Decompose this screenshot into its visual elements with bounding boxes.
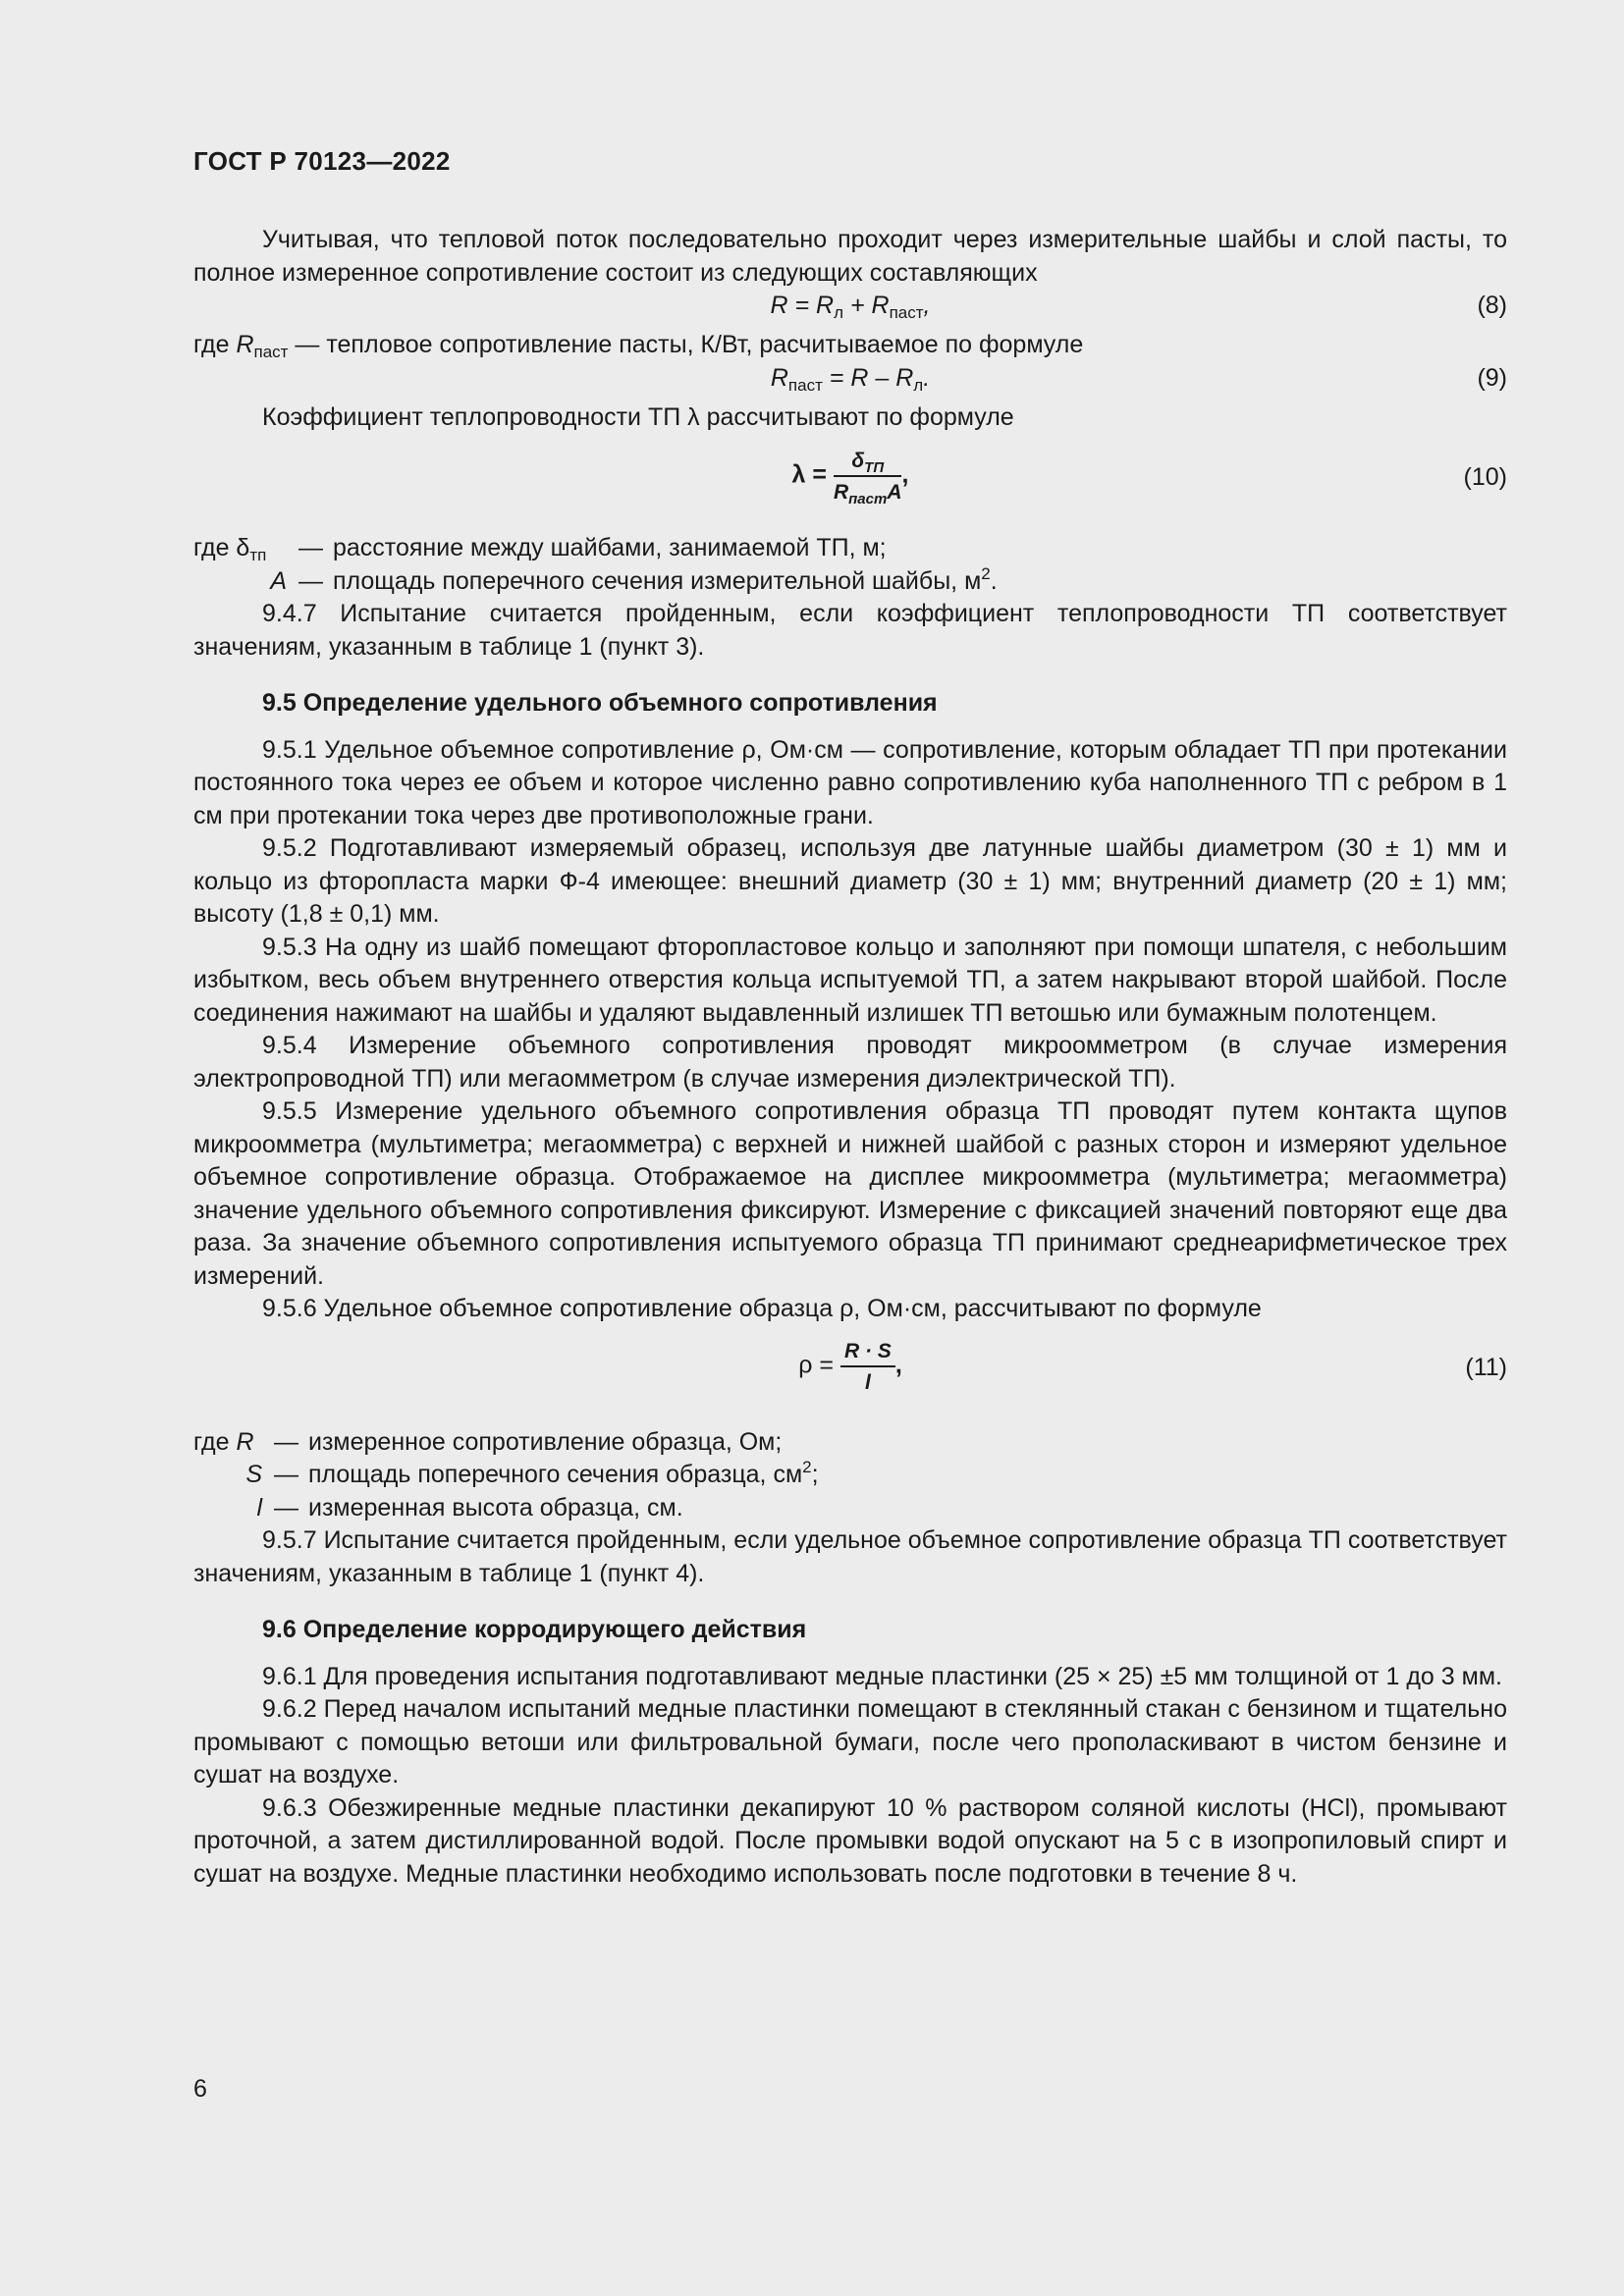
equation-11-fraction: $\frac{R \cdot S}{l}$ (840, 1336, 895, 1397)
coefficient-paragraph: Коэффициент теплопроводности ТП λ рассчитывают по формуле (262, 402, 1014, 431)
equation-8-number: (8) (1477, 292, 1507, 319)
paragraph-9-6-1: 9.6.1 Для проведения испытания подготавливают медные пластинки (25 × 25) ±5 мм толщиной от 1 до 3 мм. (262, 1662, 1502, 1690)
section-heading-9-6: 9.6 Определение корродирующего действия (262, 1616, 807, 1643)
equation-10-fraction: $\frac{\delta_{ТП}}{R_{паст}A}$ (834, 446, 902, 507)
paragraph-9-5-5: 9.5.5 Измерение удельного объемного сопротивления образца ТП проводят путем контакта щупов микроомметра (мультиметра; мегаомметра) с верхней и нижней шайбой с разных сторон и измеряют удельное объемное сопротивление образца. Отображаемое на дисплее микроомметра (мультиметра; мегаомметра) значение удельного объемного сопротивления фиксируют. Измерение с фиксацией значений повторяют еще два раза. За значение объемного сопротивления испытуемого образца ТП принимают среднеарифметическое трех измерений. (193, 1097, 1507, 1290)
definition-text: расстояние между шайбами, занимаемой ТП, м; (333, 534, 887, 561)
paragraph-9-5-2: 9.5.2 Подготавливают измеряемый образец, используя две латунные шайбы диаметром (30 ± 1) мм и кольцо из фторопласта марки Ф-4 имеющее: внешний диаметр (30 ± 1) мм; внутренний диаметр (20 ± 1) мм; высоту (1,8 ± 0,1) мм. (193, 834, 1507, 928)
equation-10 (193, 446, 1507, 514)
paragraph-9-5-4: 9.5.4 Измерение объемного сопротивления проводят микроомметром (в случае измерения электропроводной ТП) или мегаомметром (в случае измерения диэлектрической ТП). (193, 1032, 1507, 1093)
page-content (193, 224, 1507, 1891)
definition-item: S — площадь поперечного сечения образца, $см^2$; (245, 1458, 819, 1488)
equation-11-number: (11) (1465, 1353, 1507, 1381)
paragraph-9-6-2: 9.6.2 Перед началом испытаний медные пластинки помещают в стеклянный стакан с бензином и тщательно промывают с помощью ветоши или фильтровальной бумаги, после чего прополаскивают в чистом бензине и сушат на воздухе. (193, 1695, 1507, 1789)
paragraph-9-5-3: 9.5.3 На одну из шайб помещают фторопластовое кольцо и заполняют при помощи шпателя, с небольшим избытком, весь объем внутреннего отверстия кольца испытуемой ТП, а затем накрывают второй шайбой. После соединения нажимают на шайбы и удаляют выдавленный излишек ТП ветошью или бумажным полотенцем. (193, 933, 1507, 1027)
equation-11 (193, 1336, 1507, 1405)
intro-paragraph: Учитывая, что тепловой поток последовательно проходит через измерительные шайбы и слой пасты, то полное измеренное сопротивление состоит из следующих составляющих (193, 226, 1507, 287)
equation-11-formula: ρ = $\frac{R \cdot S}{l}$ , (193, 1336, 1507, 1397)
equation-9-formula: $R_{паст} = R - R_л$. (770, 363, 931, 395)
where-r-past-text: — тепловое сопротивление пасты, К/Вт, расчитываемое по формуле (295, 331, 1084, 358)
definition-item: l — измеренная высота образца, см. (193, 1492, 1507, 1525)
definition-text: измеренная высота образца, см. (308, 1493, 683, 1522)
definition-text: площадь поперечного сечения образца, см (308, 1461, 803, 1488)
equation-8-formula: $R = R_л + R_{паст}$, (770, 292, 931, 322)
definition-text: площадь поперечного сечения измерительной шайбы, м (333, 566, 982, 595)
paragraph-9-5-7: 9.5.7 Испытание считается пройденным, если удельное объемное сопротивление образца ТП соответствует значениям, указанным в таблице 1 (пункт 4). (193, 1526, 1507, 1587)
document-header: ГОСТ Р 70123—2022 (193, 146, 451, 176)
definition-item: где $\delta_{тп}$ — расстояние между шайбами, занимаемой ТП, м; (193, 534, 887, 564)
equation-9-number: (9) (1477, 363, 1507, 392)
equation-10-formula: λ = $\frac{\delta_{ТП}}{R_{паст}A}$ , (193, 446, 1507, 507)
definition-text: измеренное сопротивление образца, Ом; (308, 1427, 783, 1456)
paragraph-9-5-6: 9.5.6 Удельное объемное сопротивление образца ρ, Ом·см, рассчитывают по формуле (262, 1295, 1262, 1322)
definitions-list-2 (193, 1426, 1507, 1525)
equation-10-number: (10) (1463, 463, 1507, 491)
equation-8 (193, 290, 1507, 329)
definition-item: A — площадь поперечного сечения измерительной шайбы, $м^2$. (270, 563, 998, 595)
paragraph-9-5-1: 9.5.1 Удельное объемное сопротивление ρ, Ом·см — сопротивление, которым обладает ТП при протекании постоянного тока через ее объем и которое численно равно сопротивлению куба наполненного ТП с ребром в 1 см при протекании тока через две противоположные грани. (193, 735, 1507, 829)
section-heading-9-5: 9.5 Определение удельного объемного сопротивления (262, 689, 938, 717)
paragraph-9-4-7: 9.4.7 Испытание считается пройденным, если коэффициент теплопроводности ТП соответствует значениям, указанным в таблице 1 (пункт 3). (193, 600, 1507, 661)
page-number: 6 (193, 2075, 207, 2103)
definitions-list-1 (193, 532, 1507, 598)
paragraph-9-6-3: 9.6.3 Обезжиренные медные пластинки декапируют 10 % раствором соляной кислоты (HCl), промывают проточной, а затем дистиллированной водой. После промывки водой опускают на 5 с в изопропиловый спирт и сушат на воздухе. Медные пластинки необходимо использовать после подготовки в течение 8 ч. (193, 1793, 1507, 1888)
where-r-past: где $R_{паст}$ — тепловое сопротивление пасты, К/Вт, расчитываемое по формуле (193, 331, 1084, 361)
equation-9 (193, 362, 1507, 401)
definition-item: где R — измеренное сопротивление образца, Ом; (193, 1426, 1507, 1460)
